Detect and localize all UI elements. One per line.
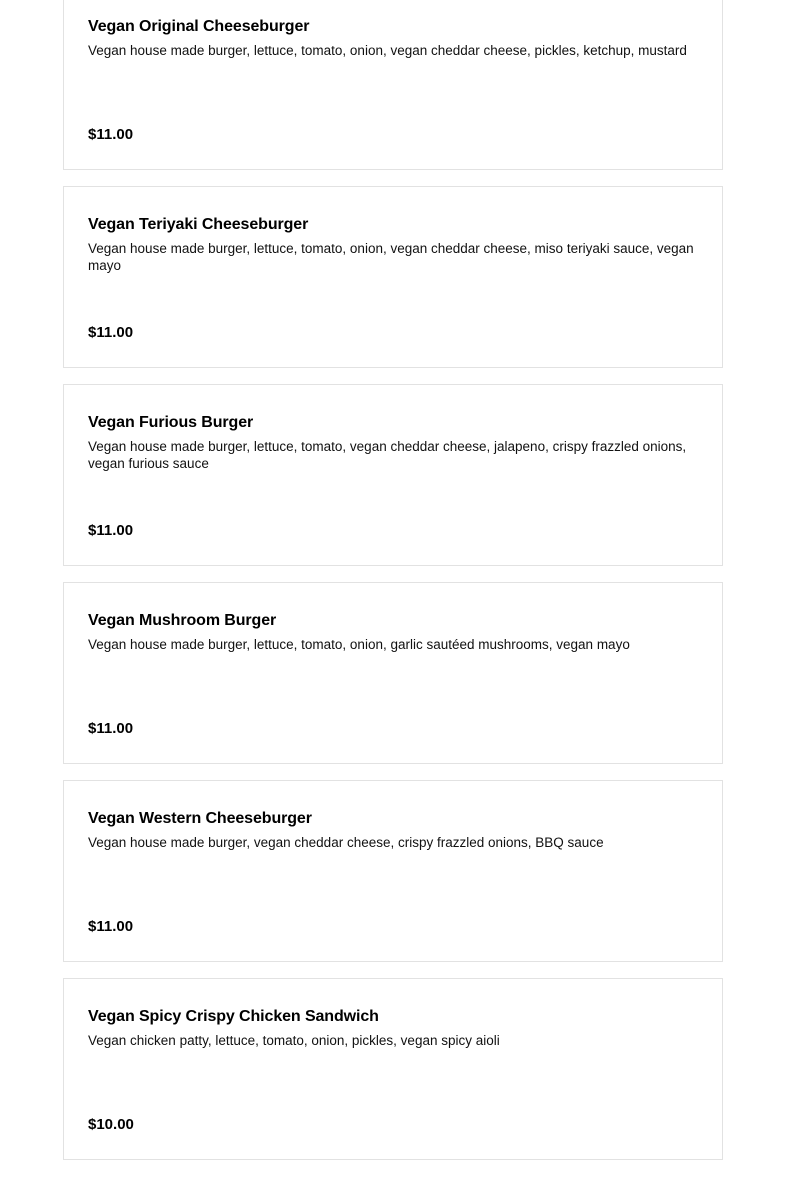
menu-item-description: Vegan house made burger, vegan cheddar cheese, crispy frazzled onions, BBQ sauce bbox=[88, 835, 604, 850]
menu-item-name: Vegan Furious Burger bbox=[88, 414, 254, 431]
menu-item-name: Vegan Mushroom Burger bbox=[88, 612, 277, 629]
menu-item-description: Vegan house made burger, lettuce, tomato, onion, vegan cheddar cheese, pickles, ketchup, mustard bbox=[88, 43, 687, 58]
menu-item-description: Vegan house made burger, lettuce, tomato, onion, garlic sautéed mushrooms, vegan mayo bbox=[88, 637, 630, 652]
menu-item-price: $10.00 bbox=[88, 1116, 134, 1133]
menu-item-description: Vegan house made burger, lettuce, tomato, onion, vegan cheddar cheese, miso teriyaki sauce, vegan mayo bbox=[88, 241, 694, 273]
menu-item-card[interactable] bbox=[63, 582, 723, 764]
menu-item-card[interactable] bbox=[63, 780, 723, 962]
menu-item-price: $11.00 bbox=[88, 324, 134, 341]
menu-item-card[interactable] bbox=[63, 978, 723, 1160]
menu-item-card[interactable] bbox=[63, 186, 723, 368]
menu-item-name: Vegan Western Cheeseburger bbox=[88, 810, 312, 827]
menu-item-list bbox=[63, 0, 723, 1176]
menu-item-price: $11.00 bbox=[88, 126, 134, 143]
menu-item-card[interactable] bbox=[63, 384, 723, 566]
menu-item-name: Vegan Teriyaki Cheeseburger bbox=[88, 216, 309, 233]
menu-item-description: Vegan chicken patty, lettuce, tomato, onion, pickles, vegan spicy aioli bbox=[88, 1033, 500, 1048]
menu-item-name: Vegan Original Cheeseburger bbox=[88, 18, 310, 35]
menu-item-description: Vegan house made burger, lettuce, tomato, vegan cheddar cheese, jalapeno, crispy frazzled onions, vegan furious sauce bbox=[88, 439, 687, 471]
menu-item-price: $11.00 bbox=[88, 720, 134, 737]
menu-item-price: $11.00 bbox=[88, 522, 134, 539]
menu-item-card[interactable] bbox=[63, 0, 723, 170]
menu-item-price: $11.00 bbox=[88, 918, 134, 935]
menu-item-name: Vegan Spicy Crispy Chicken Sandwich bbox=[88, 1008, 379, 1025]
